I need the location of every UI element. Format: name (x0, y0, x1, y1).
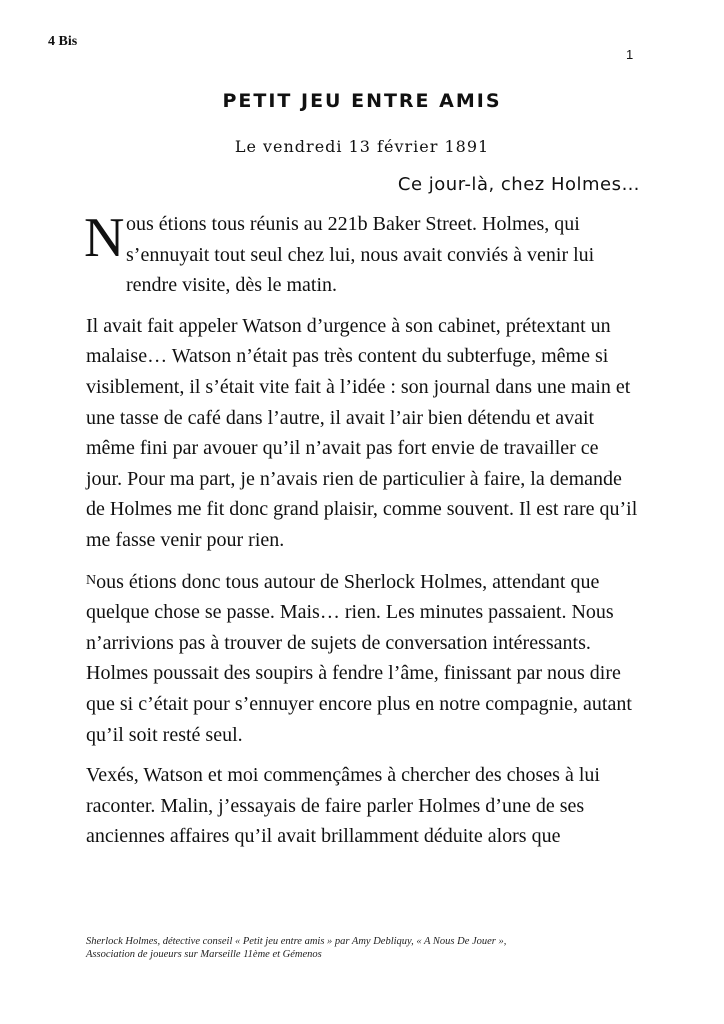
paragraph-4: Vexés, Watson et moi commençâmes à chercher des choses à lui raconter. Malin, j’essayais de faire parler Holmes d’une de ses anciennes affaires qu’il avait brillamment déduite alors que (86, 764, 600, 848)
corner-label: 4 Bis (48, 34, 78, 49)
paragraph-3-text: ous étions donc tous autour de Sherlock Holmes, attendant que quelque chose se passe. Mais… rien. Les minutes passaient. Nous n’arrivions pas à trouver de sujets de conversation intéressants. Holmes poussait des soupirs à fendre l’âme, finissant par nous dire que si c’était pour s’ennuyer encore plus en notre compagnie, autant qu’il soit resté seul. (86, 570, 632, 746)
document-date: Le vendredi 13 février 1891 (234, 137, 490, 156)
paragraph-3 (86, 566, 638, 751)
drop-cap: N (84, 207, 125, 269)
footer-line-1: Sherlock Holmes, détective conseil « Petit jeu entre amis » par Amy Debliquy, « A Nous De Jouer », (86, 936, 507, 947)
paragraph-1 (86, 209, 638, 301)
page-footer (86, 935, 646, 961)
document-title: PETIT JEU ENTRE AMIS (222, 90, 502, 112)
paragraph-1-text: ous étions tous réunis au 221b Baker Street. Holmes, qui s’ennuyait tout seul chez lui, nous avait conviés à venir lui rendre visite, dès le matin. (126, 213, 595, 297)
paragraph-3-initial: N (86, 572, 97, 588)
page-number: 1 (626, 47, 634, 62)
paragraph-2: Il avait fait appeler Watson d’urgence à son cabinet, prétextant un malaise… Watson n’était pas très content du subterfuge, même si visiblement, il s’était vite fait à l’idée : son journal dans une main et une tasse de café dans l’autre, il avait l’air bien détendu et avait même fini par avouer qu’il n’avait pas fort envie de travailler ce jour. Pour ma part, je n’avais rien de particulier à faire, la demande de Holmes me fit donc grand plaisir, comme souvent. Il est rare qu’il me fasse venir pour rien. (86, 314, 638, 551)
footer-line-2: Association de joueurs sur Marseille 11ème et Gémenos (86, 949, 322, 960)
document-subtitle: Ce jour-là, chez Holmes… (397, 174, 640, 195)
body-text (86, 209, 638, 862)
